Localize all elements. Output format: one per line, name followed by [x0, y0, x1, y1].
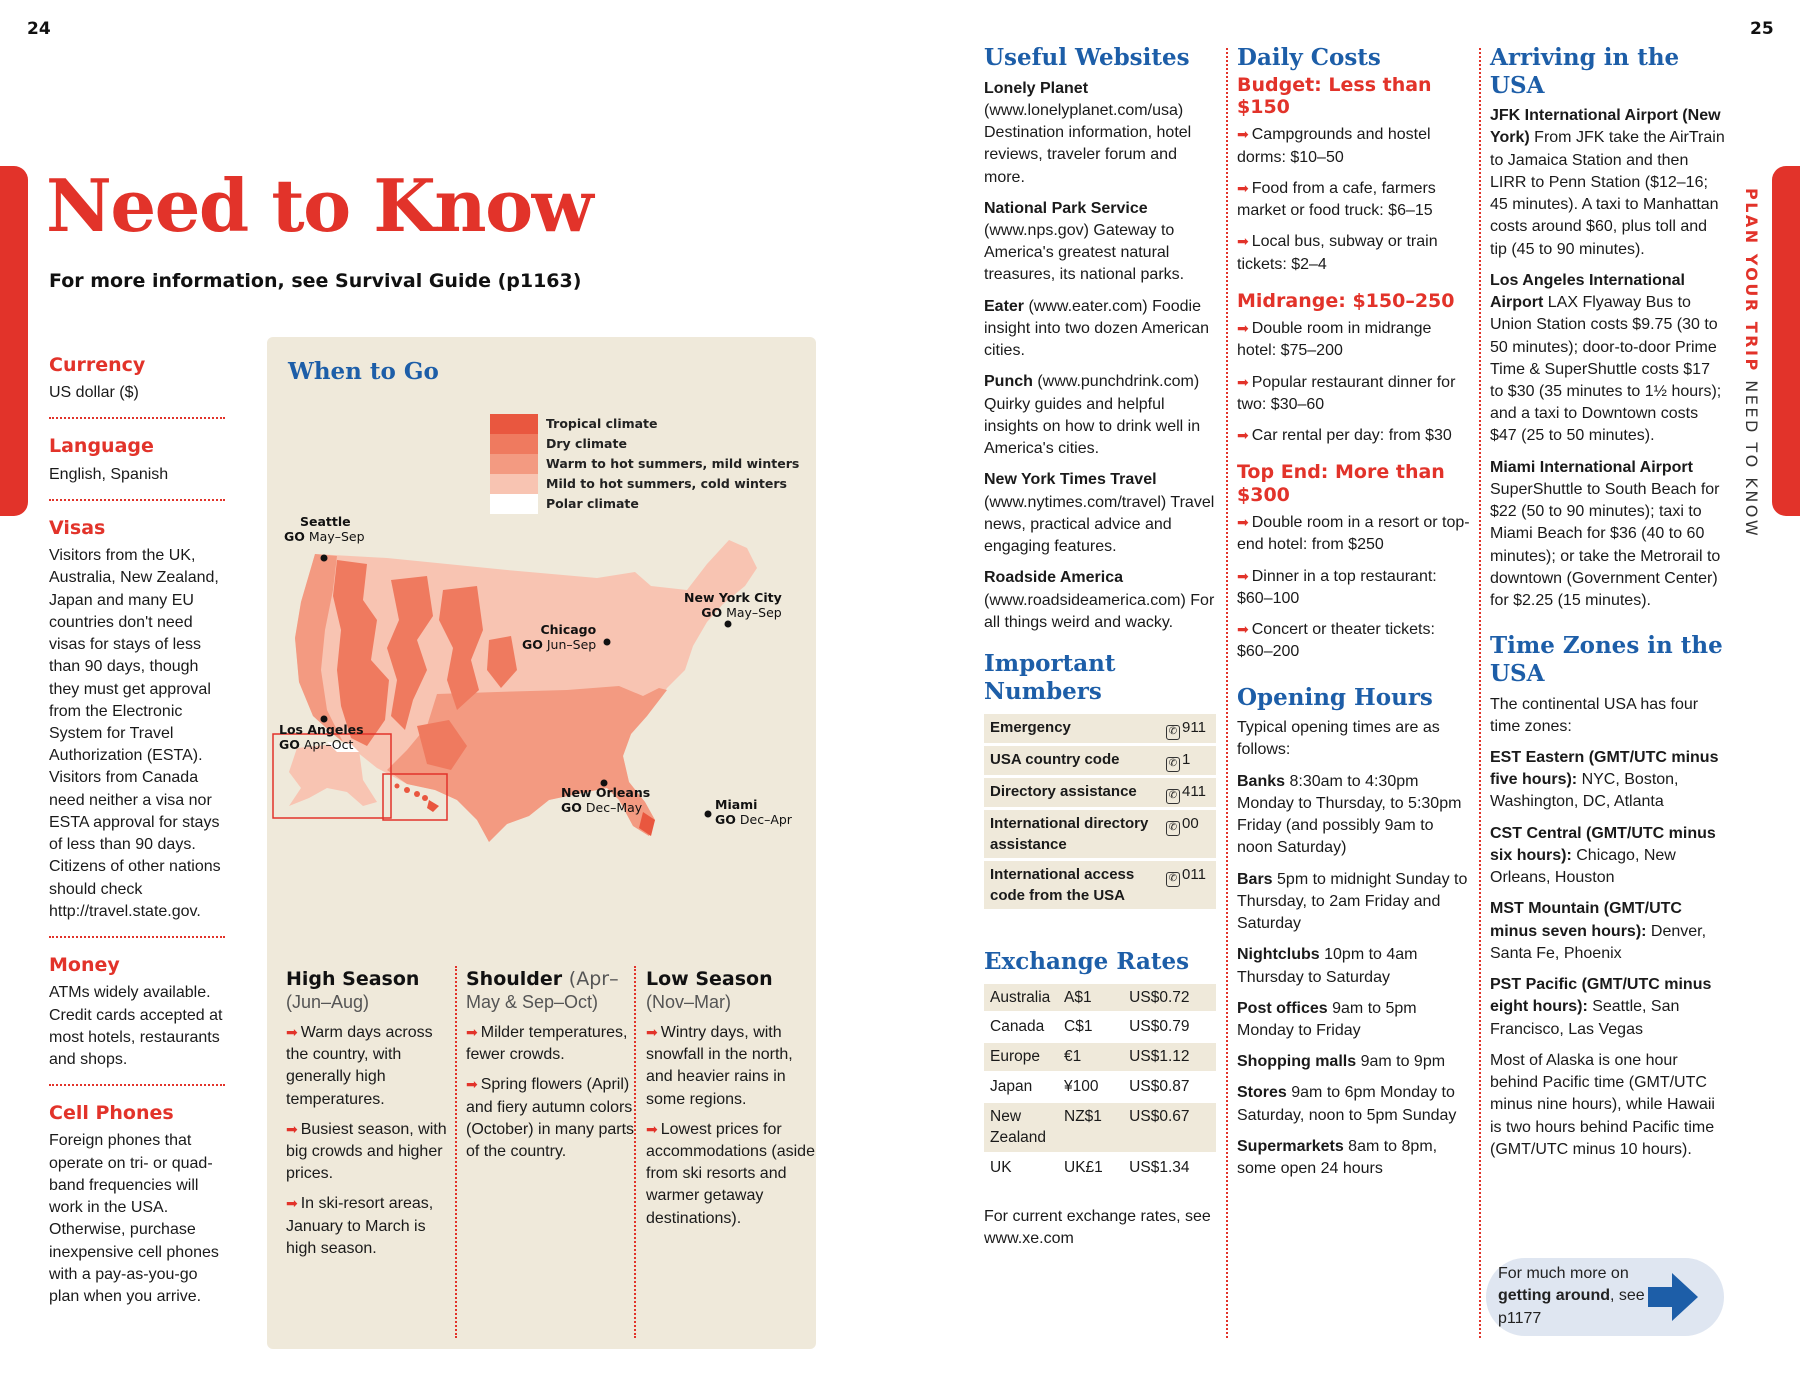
hours-item: Nightclubs 10pm to 4am Thursday to Saturday [1237, 946, 1418, 986]
table-row: Emergency ✆ 911 [984, 714, 1216, 743]
website-item: Lonely Planet (www.lonelyplanet.com/usa) Destination information, hotel reviews, traveler forum and more. [984, 79, 1192, 186]
cost-item: ➡ Local bus, subway or train tickets: $2–4 [1237, 233, 1438, 273]
go-dates: May–Sep [308, 529, 365, 544]
season-high [286, 966, 456, 1268]
running-head [1738, 188, 1762, 539]
arrow-right-icon: ➡ [286, 1023, 298, 1040]
arrow-right-icon: ➡ [286, 1195, 298, 1212]
info-heading: Visas [49, 516, 106, 539]
airport-name: JFK International Airport (New York) [1490, 107, 1721, 147]
city-name: Chicago [540, 622, 597, 637]
table-row: Canada C$1 US$0.79 [984, 1013, 1216, 1041]
table-row: International access code from the USA ✆ 011 [984, 861, 1216, 909]
phone-icon: ✆ [1166, 789, 1180, 804]
season-bullet: ➡ Warm days across the country, with generally high temperatures. [286, 1023, 433, 1108]
legend-swatch [490, 494, 538, 514]
hours-item: Bars 5pm to midnight Sunday to Thursday, to 2am Friday and Saturday [1237, 870, 1468, 933]
phone-icon: ✆ [1166, 821, 1180, 836]
time-zone-name: MST Mountain (GMT/UTC minus seven hours): [1490, 900, 1682, 940]
legend-item [490, 434, 627, 454]
phone-icon: ✆ [1166, 757, 1180, 772]
info-column [49, 352, 225, 1335]
info-text: US dollar ($) [49, 384, 139, 402]
season-period: May & Sep–Oct) [466, 992, 599, 1013]
website-item: Punch (www.punchdrink.com) Quirky guides and helpful insights on how to drink well in America's cities. [984, 373, 1201, 458]
city-name: Miami [715, 797, 758, 812]
info-text: Visitors from the UK, Australia, New Zealand, Japan and many EU countries don't need visas for stays of less than 90 days, though they must get approval from the Electronic System for Travel Authorization (ESTA). Visitors from Canada need neither a visa nor ESTA approval for stays of less than 90 days. Citizens of other nations should check http://travel.state.gov. [49, 547, 221, 920]
city-name: New Orleans [561, 785, 651, 800]
page-number-left: 24 [27, 19, 51, 39]
time-zone-item: MST Mountain (GMT/UTC minus seven hours): Denver, Santa Fe, Phoenix [1490, 900, 1707, 962]
hours-name: Stores [1237, 1084, 1287, 1102]
time-zone-item: EST Eastern (GMT/UTC minus five hours): NYC, Boston, Washington, DC, Atlanta [1490, 749, 1719, 811]
arrow-right-icon: ➡ [646, 1120, 658, 1137]
legend-swatch [490, 414, 538, 434]
go-dates: Apr–Oct [303, 737, 354, 752]
legend-item [490, 494, 639, 514]
hours-name: Bars [1237, 870, 1273, 888]
season-low [646, 966, 816, 1238]
exchange-rates-title: Exchange Rates [984, 948, 1190, 976]
page-number-right: 25 [1750, 19, 1774, 39]
go-label: GO [284, 529, 305, 544]
table-row: International directory assistance ✆ 00 [984, 810, 1216, 858]
daily-costs-title: Daily Costs [1237, 44, 1381, 71]
legend-swatch [490, 474, 538, 494]
website-item: New York Times Travel (www.nytimes.com/travel) Travel news, practical advice and engaging features. [984, 471, 1215, 556]
column-costs-hours [1237, 44, 1473, 1189]
season-shoulder [466, 966, 636, 1171]
map-label-miami [715, 797, 792, 827]
legend-label: Tropical climate [546, 416, 658, 431]
map-dot-seattle [321, 555, 328, 562]
season-bullet: ➡ Busiest season, with big crowds and higher prices. [286, 1120, 447, 1183]
info-heading: Money [49, 954, 120, 977]
info-currency [49, 352, 225, 419]
arrow-right-icon: ➡ [1237, 621, 1249, 638]
table-row: UK UK£1 US$1.34 [984, 1154, 1216, 1182]
arrow-right-icon: ➡ [286, 1120, 298, 1137]
legend-swatch [490, 454, 538, 474]
hours-item: Post offices 9am to 5pm Monday to Friday [1237, 999, 1417, 1040]
map-label-new-york-city [684, 590, 782, 620]
arrow-right-icon: ➡ [466, 1023, 478, 1040]
season-period: (Nov–Mar) [646, 992, 732, 1013]
running-head-section: NEED TO KNOW [1742, 372, 1761, 539]
map-label-seattle [284, 514, 365, 544]
arrow-right-icon: ➡ [466, 1076, 478, 1093]
column-websites-numbers [984, 44, 1216, 1259]
cost-item: ➡ Food from a cafe, farmers market or food truck: $6–15 [1237, 179, 1436, 220]
legend-item [490, 454, 799, 474]
page-title: Need to Know [46, 163, 593, 248]
season-bullet: ➡ Lowest prices for accommodations (aside from ski resorts and warmer getaway destinations). [646, 1120, 815, 1227]
season-title: Shoulder (Apr– [466, 968, 619, 990]
hours-item: Supermarkets 8am to 8pm, some open 24 hours [1237, 1137, 1438, 1178]
info-language [49, 433, 225, 500]
hours-name: Post offices [1237, 999, 1328, 1017]
city-name: Seattle [300, 514, 351, 529]
cost-item: ➡ Double room in midrange hotel: $75–200 [1237, 320, 1432, 360]
info-cell-phones [49, 1100, 225, 1321]
go-label: GO [561, 800, 582, 815]
website-name: National Park Service [984, 199, 1148, 217]
website-name: Roadside America [984, 569, 1124, 587]
cost-item: ➡ Concert or theater tickets: $60–200 [1237, 621, 1435, 661]
website-item: National Park Service (www.nps.gov) Gateway to America's greatest natural treasures, its national parks. [984, 199, 1185, 284]
time-zone-name: EST Eastern (GMT/UTC minus five hours): [1490, 749, 1719, 789]
go-dates: May–Sep [726, 605, 782, 620]
phone-icon: ✆ [1166, 725, 1180, 740]
time-zone-name: CST Central (GMT/UTC minus six hours): [1490, 824, 1716, 864]
hours-item: Shopping malls 9am to 9pm [1237, 1053, 1446, 1071]
arrow-right-icon: ➡ [1237, 320, 1249, 337]
opening-hours-title: Opening Hours [1237, 683, 1433, 711]
time-zone-item: PST Pacific (GMT/UTC minus eight hours): Seattle, San Francisco, Las Vegas [1490, 976, 1712, 1038]
website-name: Lonely Planet [984, 79, 1089, 97]
hours-item: Stores 9am to 6pm Monday to Saturday, noon to 5pm Sunday [1237, 1084, 1457, 1124]
map-label-los-angeles [279, 722, 364, 752]
time-zone-item: CST Central (GMT/UTC minus six hours): Chicago, New Orleans, Houston [1490, 824, 1716, 887]
phone-icon: ✆ [1166, 872, 1180, 887]
arrow-right-icon: ➡ [1237, 427, 1249, 444]
go-dates: Dec–Apr [739, 812, 792, 827]
chapter-tab-left [0, 166, 28, 516]
hours-item: Banks 8:30am to 4:30pm Monday to Thursday, to 5:30pm Friday (and possibly 9am to noon Saturday) [1237, 772, 1462, 857]
column-divider [1479, 48, 1481, 1338]
hours-name: Supermarkets [1237, 1137, 1344, 1155]
getting-around-callout[interactable] [1486, 1258, 1724, 1336]
when-to-go-title: When to Go [288, 358, 439, 385]
time-zones-intro: The continental USA has four time zones: [1490, 695, 1699, 735]
info-money [49, 952, 225, 1086]
cost-item: ➡ Popular restaurant dinner for two: $30–60 [1237, 373, 1456, 413]
cost-item: ➡ Car rental per day: from $30 [1237, 427, 1452, 445]
important-numbers-title: Important Numbers [984, 649, 1116, 705]
map-dot-new-york-city [725, 621, 732, 628]
cost-item: ➡ Dinner in a top restaurant: $60–100 [1237, 567, 1437, 607]
airport-name: Miami International Airport [1490, 458, 1693, 476]
arrow-right-icon: ➡ [646, 1023, 658, 1040]
table-row: Europe €1 US$1.12 [984, 1043, 1216, 1071]
city-name: Los Angeles [279, 722, 364, 737]
season-bullet: ➡ Milder temperatures, fewer crowds. [466, 1023, 628, 1064]
go-label: GO [522, 637, 543, 652]
callout-text: For much more on getting around, see p1177 [1498, 1265, 1645, 1327]
map-label-chicago [522, 622, 596, 652]
arrow-right-icon: ➡ [1237, 373, 1249, 390]
table-row: Japan ¥100 US$0.87 [984, 1073, 1216, 1101]
time-zones-title: Time Zones in the USA [1490, 632, 1723, 687]
time-zone-name: PST Pacific (GMT/UTC minus eight hours): [1490, 976, 1712, 1016]
hours-name: Nightclubs [1237, 946, 1320, 964]
arrow-right-icon: ➡ [1237, 233, 1249, 250]
season-bullet: ➡ Wintry days, with snowfall in the north, and heavier rains in some regions. [646, 1023, 793, 1108]
info-text: Foreign phones that operate on tri- or quad-band frequencies will work in the USA. Otherwise, purchase inexpensive cell phones with a pay-as-you-go plan when you arrive. [49, 1132, 219, 1306]
website-name: New York Times Travel [984, 471, 1157, 489]
cost-tier-heading: Top End: More than $300 [1237, 461, 1445, 506]
website-name: Punch [984, 373, 1033, 391]
map-label-new-orleans [561, 785, 650, 815]
legend-label: Polar climate [546, 496, 639, 511]
season-divider [634, 966, 636, 1338]
website-name: Eater [984, 297, 1025, 315]
column-divider [1226, 48, 1228, 1338]
info-visas [49, 515, 225, 938]
legend-swatch [490, 434, 538, 454]
exchange-rates-note: For current exchange rates, see www.xe.com [984, 1207, 1211, 1247]
arrow-right-icon: ➡ [1237, 567, 1249, 584]
season-title: Low Season [646, 968, 773, 990]
cost-item: ➡ Campgrounds and hostel dorms: $10–50 [1237, 126, 1431, 166]
go-dates: Jun–Sep [546, 637, 597, 652]
cost-tier-heading: Midrange: $150–250 [1237, 289, 1455, 312]
map-dot-miami [705, 811, 712, 818]
column-arriving-timezones [1490, 44, 1726, 1170]
legend-label: Dry climate [546, 436, 627, 451]
arrow-right-icon: ➡ [1237, 514, 1249, 531]
website-item: Eater (www.eater.com) Foodie insight into two dozen American cities. [984, 297, 1210, 360]
info-text: English, Spanish [49, 465, 169, 483]
arrow-right-icon: ➡ [1237, 179, 1249, 196]
cost-tier-heading: Budget: Less than $150 [1237, 73, 1432, 118]
legend-item [490, 474, 787, 494]
city-name: New York City [684, 590, 782, 605]
cost-item: ➡ Double room in a resort or top-end hotel: from $250 [1237, 514, 1470, 554]
opening-hours-intro: Typical opening times are as follows: [1237, 719, 1440, 759]
useful-websites-title: Useful Websites [984, 44, 1190, 71]
legend-item [490, 414, 658, 434]
go-label: GO [701, 605, 723, 620]
info-text: ATMs widely available. Credit cards accepted at most hotels, restaurants and shops. [49, 984, 223, 1069]
running-head-chapter: PLAN YOUR TRIP [1742, 188, 1761, 373]
legend-label: Mild to hot summers, cold winters [546, 476, 787, 491]
season-period: (Jun–Aug) [286, 992, 370, 1013]
arrow-right-icon: ➡ [1237, 126, 1249, 143]
website-item: Roadside America (www.roadsideamerica.com) For all things weird and wacky. [984, 569, 1215, 631]
info-heading: Language [49, 435, 154, 458]
exchange-rates-table [984, 982, 1216, 1184]
chapter-tab-right [1772, 166, 1800, 516]
arrival-item: Miami International Airport SuperShuttle to South Beach for $22 (50 to 90 minutes); taxi to Miami Beach for $36 (40 to 60 minutes); or take the Metrorail to downtown (Government Center) for $2.25 (15 minutes). [1490, 458, 1721, 610]
airport-name: Los Angeles International Airport [1490, 271, 1685, 312]
page-subtitle: For more information, see Survival Guide (p1163) [49, 270, 582, 292]
season-bullet: ➡ Spring flowers (April) and fiery autumn colors (October) in many parts of the country. [466, 1076, 635, 1160]
hours-name: Banks [1237, 772, 1286, 790]
map-dot-chicago [604, 639, 611, 646]
info-heading: Cell Phones [49, 1102, 174, 1125]
legend-label: Warm to hot summers, mild winters [546, 456, 800, 471]
table-row: USA country code ✆ 1 [984, 746, 1216, 775]
season-divider [455, 966, 457, 1338]
info-heading: Currency [49, 354, 146, 376]
season-bullet: ➡ In ski-resort areas, January to March is high season. [286, 1195, 434, 1257]
arrival-item: Los Angeles International Airport LAX Flyaway Bus to Union Station costs $9.75 (30 to 50 minutes); door-to-door Prime Time & SuperShuttle costs $17 to $30 (35 minutes to 1½ hours); and a taxi to Downtown costs $47 (25 to 50 minutes). [1490, 271, 1722, 445]
time-zones-outro: Most of Alaska is one hour behind Pacific time (GMT/UTC minus nine hours), while Hawaii is two hours behind Pacific time (GMT/UTC minus 10 hours). [1490, 1051, 1715, 1158]
arrival-item: JFK International Airport (New York) From JFK take the AirTrain to Jamaica Station and then LIRR to Penn Station ($12–16; 45 minutes). A taxi to Manhattan costs around $60, plus toll and tip (45 to 90 minutes). [1490, 107, 1725, 258]
important-numbers-table [984, 711, 1216, 912]
season-title: High Season [286, 968, 420, 990]
go-label: GO [715, 812, 736, 827]
table-row: Directory assistance ✆ 411 [984, 778, 1216, 807]
table-row: New Zealand NZ$1 US$0.67 [984, 1103, 1216, 1152]
go-label: GO [279, 737, 300, 752]
hours-name: Shopping malls [1237, 1053, 1357, 1071]
go-dates: Dec–May [585, 800, 643, 815]
arriving-title: Arriving in the USA [1490, 44, 1680, 99]
arrow-right-icon [1646, 1271, 1700, 1323]
table-row: Australia A$1 US$0.72 [984, 984, 1216, 1012]
